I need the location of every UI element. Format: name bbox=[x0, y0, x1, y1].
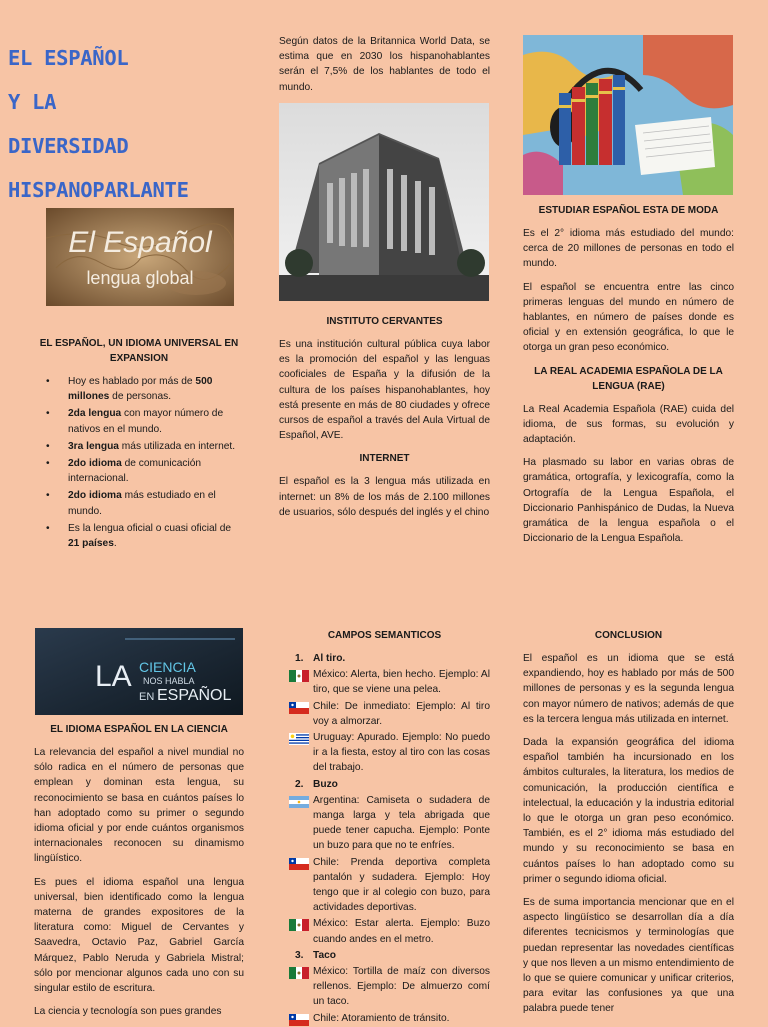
term-heading: 2. Buzo bbox=[295, 778, 338, 790]
term-example: México: Alerta, bien hecho. Ejemplo: Al tiro, que se viene una pelea. bbox=[279, 667, 490, 697]
ciencia-banner-image bbox=[35, 628, 243, 715]
argentina-flag-icon bbox=[289, 796, 309, 808]
brochure-title bbox=[8, 36, 189, 212]
moda-paragraph: El español se encuentra entre las cinco primeras lenguas del mundo en número de hablantes, en número de países donde es oficial y en extensión geográfica, lo que le otorga un gran peso económico. bbox=[523, 281, 734, 354]
list-item: • 2do idioma de comunicación internacional. bbox=[68, 456, 244, 486]
mexico-flag-icon bbox=[289, 919, 309, 931]
banner-word: EN bbox=[139, 691, 155, 703]
ciencia-paragraph: La relevancia del español a nivel mundial no sólo radica en el número de personas que emplean y dominan esta lengua, su reconocimiento se basa en cuántos países lo han adoptado como su primer o segundo idioma oficial y por ende cuántos organismos internacionales reconocen su dinamismo lingüístico. bbox=[34, 747, 244, 865]
list-item: • Es la lengua oficial o cuasi oficial de 21 países. bbox=[68, 521, 244, 551]
mexico-flag-icon bbox=[289, 670, 309, 682]
term-example: Chile: De inmediato: Ejemplo: Al tiro voy a almorzar. bbox=[279, 699, 490, 729]
column-3-top bbox=[523, 203, 734, 554]
conclusion-paragraph: Es de suma importancia mencionar que en el aspecto lingüístico se desarrollan día a día diferentes tecnicismos y terminologías que puedan representar las novedades científicas y que nos lleven a un mismo entendimiento de lo que se quiere comunicar y unificar criterios, para evitar las confusiones ya que una palabra puede tener bbox=[523, 897, 734, 1015]
term-example: Uruguay: Apurado. Ejemplo: No puedo ir a la fiesta, estoy al tiro con las cosas del trabajo. bbox=[279, 730, 490, 776]
section-heading: LA REAL ACADEMIA ESPAÑOLA DE LA LENGUA (RAE) bbox=[534, 365, 723, 392]
section-universal bbox=[34, 336, 244, 553]
chile-flag-icon bbox=[289, 702, 309, 714]
section-heading: INSTITUTO CERVANTES bbox=[326, 316, 443, 327]
image-caption-line2: lengua global bbox=[86, 268, 194, 288]
section-heading: EL IDIOMA ESPAÑOL EN LA CIENCIA bbox=[50, 724, 228, 735]
term-example: México: Tortilla de maíz con diversos rellenos. Ejemplo: De almuerzo comí un taco. bbox=[279, 964, 490, 1010]
title-line: EL ESPAÑOL bbox=[8, 46, 129, 70]
term-example: Argentina: Camiseta o sudadera de manga larga y tela abrigada que puede tener capucha. Ejemplo: Ponte un buzo para que no te enfríes. bbox=[279, 793, 490, 854]
column-2-top bbox=[279, 34, 490, 103]
conclusion-section bbox=[523, 628, 734, 1025]
title-line: DIVERSIDAD bbox=[8, 134, 129, 158]
title-line: Y LA bbox=[8, 90, 57, 114]
mexico-flag-icon bbox=[289, 967, 309, 979]
banner-word: ESPAÑOL bbox=[157, 687, 232, 704]
section-heading: CAMPOS SEMANTICOS bbox=[327, 630, 442, 641]
section-heading: INTERNET bbox=[359, 453, 410, 465]
image-caption-line1: El Español bbox=[68, 226, 212, 259]
term-example: México: Estar alerta. Ejemplo: Buzo cuando andes en el metro. bbox=[279, 916, 490, 946]
chile-flag-icon bbox=[289, 858, 309, 870]
rae-paragraph: Ha plasmado su labor en varias obras de gramática, ortografía, y lexicografía, como la Ortografía de la Lengua Española, el Diccionario Panhispánico de Dudas, la Nueva gramática de la lengua española o el Diccionario de la Lengua Española. bbox=[523, 457, 734, 545]
list-item: • 3ra lengua más utilizada en internet. bbox=[68, 439, 244, 454]
conclusion-paragraph: Dada la expansión geográfica del idioma español también ha incursionado en los ámbitos culturales, la literatura, los medios de comunicación, la producción científica e intelectual, la educación y la industria editorial lo que le otorga un gran peso económico. También, es el 2° idioma más estudiado del mundo y su reconocimiento se basa en cuántos países lo han adoptado como su primer o segundo idioma oficial. bbox=[523, 737, 734, 885]
title-line: HISPANOPARLANTE bbox=[8, 178, 189, 202]
term-example: Chile: Prenda deportiva completa pantalón y sudadera. Ejemplo: Hoy tengo que ir al colegio con buzo, para actividades deportivas. bbox=[279, 855, 490, 916]
list-item: • 2do idioma más estudiado en el mundo. bbox=[68, 488, 244, 518]
moda-paragraph: Es el 2° idioma más estudiado del mundo: cerca de 20 millones de personas en todo el mundo. bbox=[523, 228, 734, 270]
uruguay-flag-icon bbox=[289, 733, 309, 745]
facts-list bbox=[34, 374, 244, 551]
cervantes-section bbox=[279, 314, 490, 528]
cervantes-building-image bbox=[279, 103, 489, 301]
rae-paragraph: La Real Academia Española (RAE) cuida del idioma, de sus formas, su evolución y adaptación. bbox=[523, 403, 734, 446]
internet-paragraph: El español es la 3 lengua más utilizada en internet: un 8% de los más de 2.100 millones de usuarios, sólo después del inglés y el chino bbox=[279, 476, 490, 518]
banner-la: LA bbox=[95, 660, 132, 693]
section-heading: CONCLUSION bbox=[594, 630, 663, 641]
section-heading: EL ESPAÑOL, UN IDIOMA UNIVERSAL EN EXPANSION bbox=[39, 338, 239, 364]
cervantes-paragraph: Es una institución cultural pública cuya labor es la promoción del español y las lenguas cooficiales de España y la difusión de la cultura de los países hispanohablantes, hoy está presente en más de 80 ciudades y ofrece cursos de español a través del Aula Virtual de Español, AVE. bbox=[279, 339, 490, 442]
term-example: Chile: Atoramiento de tránsito. bbox=[279, 1011, 490, 1026]
section-heading: ESTUDIAR ESPAÑOL ESTA DE MODA bbox=[538, 205, 719, 216]
term-heading: 3. Taco bbox=[295, 949, 337, 961]
list-item: • Hoy es hablado por más de 500 millones de personas. bbox=[68, 374, 244, 404]
banner-word: CIENCIA bbox=[139, 659, 196, 675]
books-headphones-image bbox=[523, 35, 733, 195]
conclusion-paragraph: El español es un idioma que se está expandiendo, hoy es hablado por más de 500 millones de personas y es la segunda lengua con mayor número de nativos; además de que es la tercera lengua más utilizada en internet. bbox=[523, 653, 734, 725]
term-heading: 1. Al tiro. bbox=[295, 653, 346, 664]
list-item: • 2da lengua con mayor número de nativos en el mundo. bbox=[68, 406, 244, 436]
ciencia-paragraph: Es pues el idioma español una lengua universal, bien identificado como la lengua materna de grandes expositores de la literatura como: Miguel de Cervantes y Saavedra, Octavio Paz, Gabriel García Márquez, Pablo Neruda y Gabriela Mistral; sólo por mencionar algunos cada uno con su singular estilo de escritura. bbox=[34, 876, 244, 995]
intro-paragraph: Según datos de la Britannica World Data, se estima que en 2030 los hispanohablantes serán el 7,5% de los hablantes de todo el mundo. bbox=[279, 36, 490, 93]
campos-section bbox=[279, 628, 490, 1027]
espanol-global-image bbox=[46, 208, 234, 306]
banner-word: NOS HABLA bbox=[143, 676, 195, 686]
ciencia-paragraph: La ciencia y tecnología son pues grandes bbox=[34, 1006, 222, 1018]
ciencia-section bbox=[34, 722, 244, 1027]
